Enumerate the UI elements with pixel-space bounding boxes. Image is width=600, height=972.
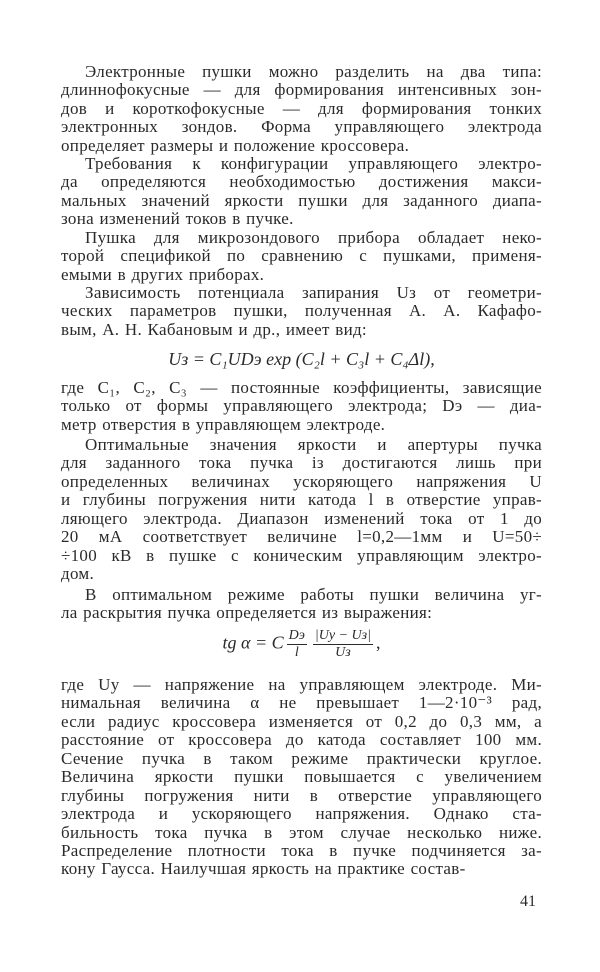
fraction-1-numerator: Dэ xyxy=(288,628,305,643)
text-line: бильность тока пучка в этом случае несколько ниже. xyxy=(61,822,542,842)
text-line: ляющего электрода. Диапазон изменений тока от 1 до xyxy=(61,508,542,528)
formula-cutoff-potential: Uз = C₁UDэ exp (C₂l + C₃l + C₄Δl), xyxy=(168,349,435,369)
text-line: Величина яркости пушки повышается с увеличением xyxy=(61,767,542,787)
text-line: Требования к конфигурации управляющего электро- xyxy=(85,154,542,173)
fraction-2-denominator: Uз xyxy=(335,645,351,660)
text-line: глубины погружения нити в отверстие управляющего xyxy=(61,785,542,805)
text-line: мальных значений яркости пушки для заданного диапа- xyxy=(61,190,542,210)
text-line: где C₁, C₂, C₃ — постоянные коэффициенты, зависящие xyxy=(61,378,542,397)
formula-tail: , xyxy=(375,632,381,653)
text-line: В оптимальном режиме работы пушки величина уг- xyxy=(85,585,542,604)
text-line: метр отверстия в управляющем электроде. xyxy=(61,414,386,434)
text-line: нимальная величина α не превышает 1—2·10⁻³ рад, xyxy=(61,693,542,713)
text-line: если радиус кроссовера изменяется от 0,2 до 0,3 мм, а xyxy=(61,711,542,731)
text-line: емыми в других приборах. xyxy=(61,264,265,284)
text-line: электрода и ускоряющего напряжения. Однако ста- xyxy=(61,804,542,824)
text-line: кону Гаусса. Наилучшая яркость на практике состав- xyxy=(61,859,466,879)
text-line: торой спецификой по сравнению с пушками, применя- xyxy=(61,246,542,266)
text-line: да определяются необходимостью достижения макси- xyxy=(61,172,542,192)
text-line: определенных величинах ускоряющего напряжения U xyxy=(61,471,542,491)
text-line: электронных зондов. Форма управляющего электрода xyxy=(61,117,542,137)
paragraph-4 xyxy=(61,284,542,339)
text-line: зона изменений токов в пучке. xyxy=(61,209,294,229)
text-line: ÷100 кВ в пушке с коническим управляющим электро- xyxy=(61,545,542,565)
page-number: 41 xyxy=(520,893,536,910)
paragraph-1 xyxy=(61,63,542,155)
text-line: 20 мА соответствует величине l=0,2—1мм и U=50÷ xyxy=(61,527,542,547)
text-line: Зависимость потенциала запирания Uз от геометри- xyxy=(85,283,542,302)
text-line: Электронные пушки можно разделить на два типа: xyxy=(85,62,542,81)
fraction-2-numerator: |Uу − Uз| xyxy=(314,628,371,643)
text-line: Распределение плотности тока в пучке подчиняется за- xyxy=(61,840,542,860)
paragraph-8 xyxy=(61,676,542,879)
text-line: ческих параметров пушки, полученная А. А. Кафафо- xyxy=(61,301,542,321)
text-line: определяет размеры и положение кроссовера. xyxy=(61,135,410,155)
text-line: ла раскрытия пучка определяется из выражения: xyxy=(61,603,433,623)
text-line: для заданного тока пучка iз достигаются лишь при xyxy=(61,453,542,473)
text-line: где Uу — напряжение на управляющем электроде. Ми- xyxy=(61,675,542,694)
text-line: вым, А. Н. Кабановым и др., имеет вид: xyxy=(61,319,367,339)
paragraph-5 xyxy=(61,379,542,434)
text-line: длиннофокусные — для формирования интенсивных зон- xyxy=(61,80,542,100)
paragraph-2 xyxy=(61,155,542,229)
paragraph-6 xyxy=(61,436,542,584)
text-line: дов и короткофокусные — для формирования тонких xyxy=(61,98,542,118)
formula-lhs: tg α = C xyxy=(222,632,284,653)
paragraph-7 xyxy=(61,586,542,623)
fraction-1-denominator: l xyxy=(294,645,299,660)
text-line: Пушка для микрозондового прибора обладает неко- xyxy=(85,228,542,247)
fraction-1 xyxy=(287,628,307,661)
formula-beam-angle xyxy=(61,628,542,661)
text-line: дом. xyxy=(61,564,95,584)
text-line: только от формы управляющего электрода; Dэ — диа- xyxy=(61,396,542,416)
text-line: и глубины погружения нити катода l в отверстие управ- xyxy=(61,490,542,510)
text-line: Сечение пучка в таком режиме практически круглое. xyxy=(61,748,542,768)
fraction-2 xyxy=(313,628,373,661)
paragraph-3 xyxy=(61,229,542,284)
text-line: расстояние от кроссовера до катода составляет 100 мм. xyxy=(61,730,542,750)
text-line: Оптимальные значения яркости и апертуры пучка xyxy=(85,435,542,454)
